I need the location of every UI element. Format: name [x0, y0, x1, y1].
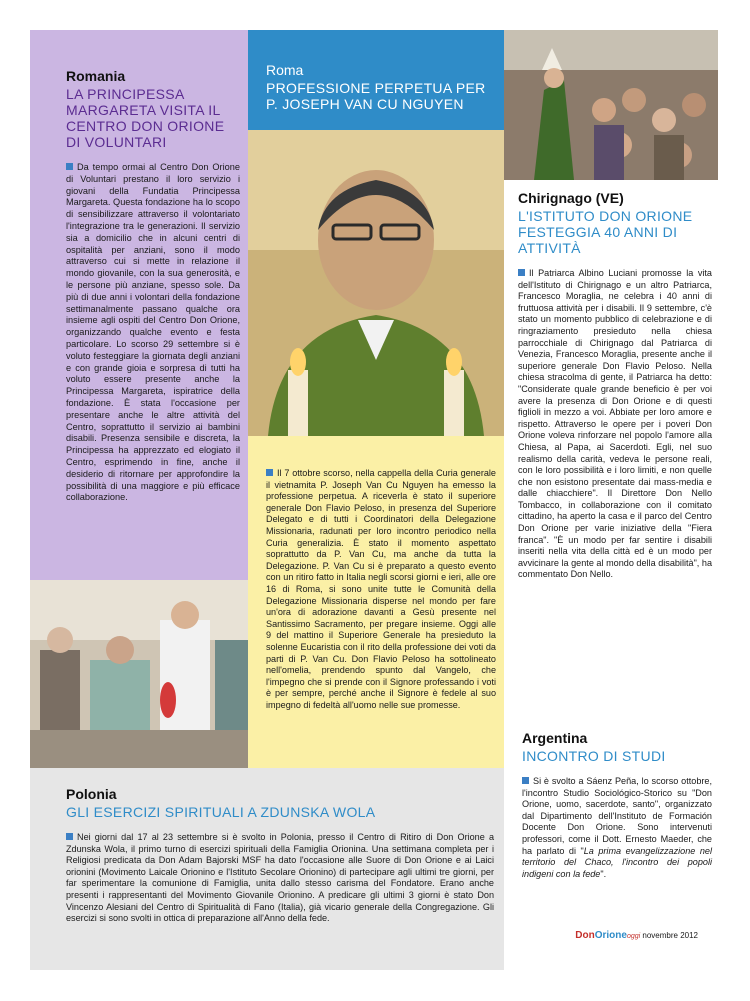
page-footer [504, 930, 718, 950]
magazine-page [30, 30, 718, 970]
roma-header [248, 30, 504, 130]
chirignago-body: Il Patriarca Albino Luciani promosse la vita dell'Istituto di Chirignago e un altro Patriarca, Francesco Moraglia, ne celebra i 40 anni di fruttuosa attività per i disabili. Il 9 settembre, c'è stato un momento pubblico di celebrazione e di ringraziamento presieduto nella chiesa parrocchiale di Chirignago dal Patriarca di Venezia, Francesco Moraglia, presente anche il superiore generale Don Flavio Peloso. Nella chiesa stracolma di gente, il Patriarca ha detto: "Considerate quale grande beneficio è per voi avere la presenza di Don Orione e di questi figlioli in mezzo a voi. Abbiate per loro amore e rispetto. Attraverso le opere per i poveri Don Orione voleva rinforzare nel popolo l'amore alla Chiesa, al Papa, ai Sacerdoti. Egli, nel suo realismo della carità, vedeva le persone reali, con le loro possibilità e i loro limiti, e non quelle che non esistono presentate dai mass-media e dalle chiacchiere". Il Direttore Don Nello Tombacco, in collaborazione con il comitato cittadino, ha aperto la casa e il parco del Centro Don Orione per varie iniziative della "Fiera franca". "È un modo per far sentire i disabili inseriti nella vita della città ed è un modo per avvicinare la gente al mondo della disabilità", ha commentato Don Nello. [518, 268, 712, 580]
chirignago-region: Chirignago (VE) [518, 190, 624, 206]
romania-headline: LA PRINCIPESSA MARGARETA VISITA IL CENTRO DON ORIONE DI VOLUNTARI [66, 86, 225, 150]
bullet-square-icon [66, 833, 73, 840]
roma-body: Il 7 ottobre scorso, nella cappella della Curia generale il vietnamita P. Joseph Van Cu Nguyen ha emesso la professione perpetua. A riceverla è stato il superiore generale Don Flavio Peloso, in presenza del Superiore Delegato e di tutti i Coordinatori della Delegazione Missionaria, radunati per loro incontro periodico nella Curia generalizia. È stato il momento aspettato soprattutto da P. Van Cu, ma anche da tutta la Delegazione. P. Van Cu si è preparato a questo evento con un ritiro fatto in Italia negli scorsi giorni e ieri, alle ore 16 di Roma, si sono unite tutte le Comunità della Delegazione Missionaria disperse nel mondo per fare un'ora di adorazione davanti a Gesù presente nel Santissimo Sacramento, per pregare insieme. Oggi alle 9 del mattino il Superiore Generale ha presieduto la solenne Eucaristia con il rito della professione dei voti da parti di P. Van Cu. Don Flavio Peloso ha sottolineato nell'omelia, prendendo spunto dal Vangelo, che l'impegno che si prende con il Signore professando i voti è per sempre, perché anche il Signore è fedele al suo impegno di fedeltà all'uomo nelle sue promesse. [266, 468, 496, 710]
priest-photo-illustration [248, 130, 504, 436]
photo-patriarch-crowd [504, 30, 718, 180]
polonia-headline: GLI ESERCIZI SPIRITUALI A ZDUNSKA WOLA [66, 804, 376, 820]
romania-article [30, 30, 248, 580]
romania-region: Romania [66, 68, 126, 84]
romania-body: Da tempo ormai al Centro Don Orione di Voluntari prestano il loro servizio i giovani della Fundatia Principessa Margareta. Questa fondazione ha lo scopo di sensibilizzare attraverso il volontariato l'integrazione tra le generazioni. Il servizio sia a domicilio che in alcuni centri di ospitalità per anziani, sono il modo attraverso cui si mette in relazione il mondo giovanile, con la sua generosità, e le persone più anziane, spesso sole. Da più di due anni i volontari della fondazione settimanalmente passano qualche ora insieme agli ospiti del Centro Don Orione, organizzando qualche evento e festa particolare. Lo scorso 29 settembre si è voluto festeggiare la giornata degli anziani e con grande gioia e sorpresa di tutti ha voluto essere presente anche la Principessa Margareta, ispiratrice della fondazione. È stata l'occasione per presentare anche le altre attività del Centro, soprattutto il servizio ai bambini disabili. Presenza sensibile e discreta, la Principessa ha apprezzato ed elogiato il Centro, esprimendo in fine, anche il desiderio di ritornare per approfondire la possibilità di una maggiore e più efficace collaborazione. [66, 162, 240, 503]
polonia-body: Nei giorni dal 17 al 23 settembre si è svolto in Polonia, presso il Centro di Ritiro di Don Orione a Zdunska Wola, il primo turno di esercizi spirituali della Famiglia Orionina. Una settimana completa per i Religiosi predicata da Don Adam Bajorski MSF ha dato l'occasione alle Suore di Don Orione e ai Laici orionini (Movimento Laicale Orionino e l'Istituto Secolare Orionino) di partecipare agli ultimi tre giorni, per far sperimentare la comunione di Famiglia, unita dallo stesso carisma del Fondatore. Erano anche presenti i rappresentanti del Movimento Giovanile Orionino. A predicare gli ultimi 3 giorni è stato Don Vincenzo Alesiani del Centro di Spiritualità di Fano (Italia), già vicario generale della Congregazione. Gli esercizi si sono svolti in ottica di preparazione all'Anno della fede. [66, 832, 494, 924]
roma-region: Roma [266, 62, 304, 78]
volunteers-photo-illustration [30, 580, 248, 768]
photo-volunteers-with-elderly [30, 580, 248, 768]
roma-headline: PROFESSIONE PERPETUA PER P. JOSEPH VAN CU NGUYEN [266, 80, 486, 112]
bullet-square-icon [266, 469, 273, 476]
argentina-region: Argentina [522, 730, 588, 746]
issue-date: novembre 2012 [642, 931, 698, 940]
brand-oggi: oggi [626, 933, 641, 940]
brand-orione: Orione [594, 930, 627, 941]
polonia-region: Polonia [66, 786, 117, 802]
chirignago-article [504, 180, 718, 700]
roma-article-body [248, 436, 504, 768]
argentina-headline: INCONTRO DI STUDI [522, 748, 666, 764]
brand-don: Don [575, 930, 595, 941]
polonia-article [30, 768, 504, 970]
chirignago-headline: L'ISTITUTO DON ORIONE FESTEGGIA 40 ANNI DI ATTIVITÀ [518, 208, 693, 256]
photo-priest-portrait [248, 130, 504, 436]
argentina-body: Si è svolto a Sáenz Peña, lo scorso ottobre, l'incontro Studio Sociológico-Storico su "Don Orione, uomo, sacerdote, santo", organizzato dal Dipartimento dell'Instituto de Formación Docente Don Orione. Sono intervenuti professori, come il Dott. Ernesto Maeder, che ha parlato di "La prima evangelizzazione nel territorio del Chaco, l'incontro dei popoli indigeni con la fede". [522, 776, 712, 879]
patriarch-photo-illustration [504, 30, 718, 180]
bullet-square-icon [522, 777, 529, 784]
bullet-square-icon [66, 163, 73, 170]
bullet-square-icon [518, 269, 525, 276]
